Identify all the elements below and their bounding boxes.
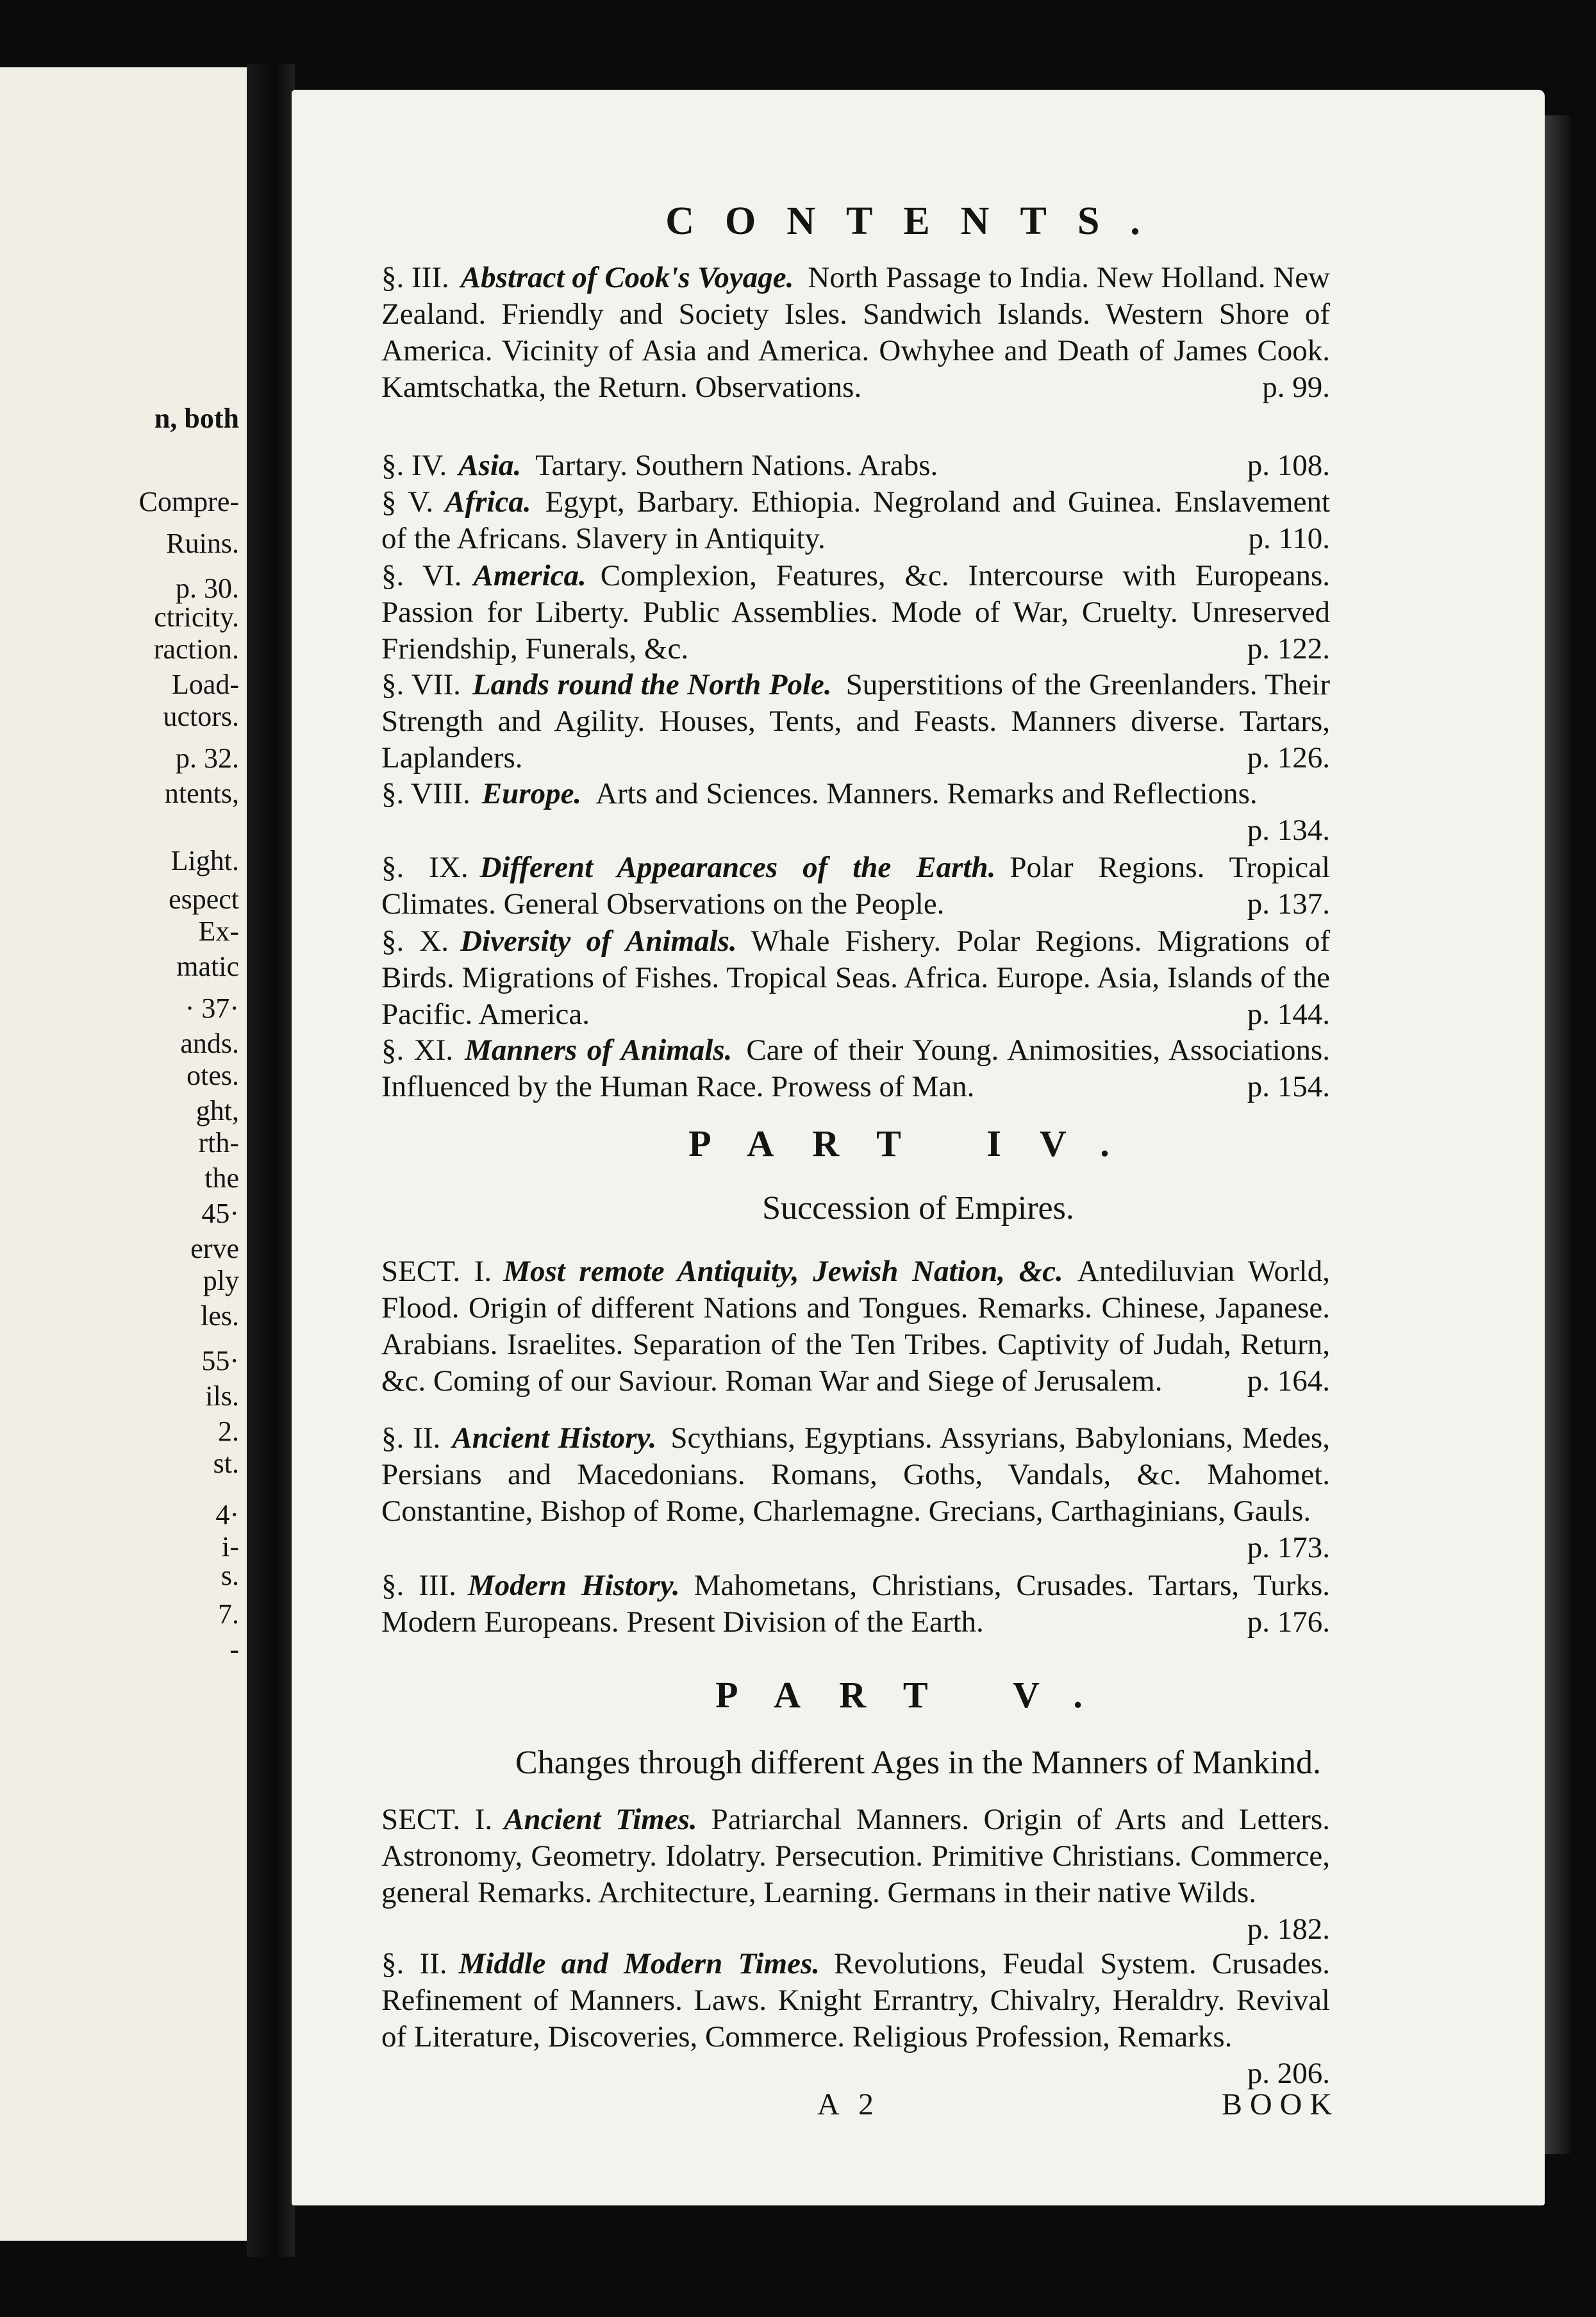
entry-label: §. XI.	[381, 1033, 454, 1067]
contents-entry	[381, 1032, 1330, 1105]
entry-body: Complexion, Features, &c. Intercourse with Europeans. Passion for Liberty. Public Assemblies. Mode of War, Cruelty. Unreserved Friendship, Funerals, &c.	[381, 559, 1330, 665]
entry-body: Care of their Young. Animosities, Associations. Influenced by the Human Race. Prowess of Man.	[381, 1033, 1330, 1103]
contents-entry	[381, 448, 1330, 484]
part-subtitle: Changes through different Ages in the Manners of Mankind.	[515, 1744, 1321, 1781]
entry-page: p. 126.	[1247, 741, 1330, 774]
left-page-text-fragment: 55·	[201, 1345, 239, 1376]
entry-body: Polar Regions. Tropical Climates. General Observations on the People.	[381, 851, 1331, 921]
left-page-text-fragment: matic	[176, 951, 239, 982]
left-page-text-fragment: 2.	[218, 1416, 239, 1447]
contents-entry	[381, 849, 1330, 923]
entry-title: Lands round the North Pole.	[472, 668, 832, 701]
entry-title: America.	[473, 559, 586, 592]
entry-body: North Passage to India. New Holland. New Zealand. Friendly and Society Isles. Sandwich Islands. Western Shore of America. Vicinity of Asia and America. Owhyhee and Death of James Cook. Kamtschatka, the Return. Observations.	[381, 261, 1330, 404]
entry-label: §. III.	[381, 261, 449, 294]
entry-title: Asia.	[458, 449, 522, 482]
contents-entry	[381, 667, 1330, 776]
entry-title: Abstract of Cook's Voyage.	[460, 261, 794, 294]
entry-page: p. 122.	[1247, 632, 1330, 665]
left-page-text-fragment: p. 32.	[176, 742, 239, 774]
left-page-text-fragment: Load-	[171, 669, 239, 700]
page-edge	[1545, 115, 1570, 2154]
left-page-text-fragment: raction.	[153, 633, 239, 665]
signature-mark: A 2	[817, 2087, 881, 2121]
contents-entry	[381, 776, 1330, 849]
entry-body: Superstitions of the Greenlanders. Their Strength and Agility. Houses, Tents, and Feasts. Manners diverse. Tartars, Laplanders.	[381, 668, 1330, 774]
entry-body: Arts and Sciences. Manners. Remarks and Reflections.	[595, 777, 1258, 810]
entry-page: p. 137.	[1247, 887, 1330, 921]
entry-body: Revolutions, Feudal System. Crusades. Refinement of Manners. Laws. Knight Errantry, Chivalry, Heraldry. Revival of Literature, Discoveries, Commerce. Religious Profession, Remarks.	[381, 1947, 1330, 2054]
entry-label: SECT. I.	[381, 1255, 492, 1288]
entry-page: p. 164.	[1247, 1364, 1330, 1398]
entry-page: p. 108.	[1247, 449, 1330, 482]
entry-body: Egypt, Barbary. Ethiopia. Negroland and Guinea. Enslavement of the Africans. Slavery in Antiquity.	[381, 485, 1330, 555]
left-page-text-fragment: les.	[201, 1300, 239, 1332]
entry-label: §. VII.	[381, 668, 461, 701]
contents-entry	[381, 558, 1330, 667]
left-page-text-fragment: Compre-	[138, 486, 239, 517]
entry-title: Europe.	[481, 777, 582, 810]
entry-title: Most remote Antiquity, Jewish Nation, &c.	[503, 1255, 1063, 1288]
left-page-fragment	[0, 67, 248, 2241]
entry-title: Modern History.	[467, 1569, 680, 1602]
contents-entry	[381, 1802, 1330, 1948]
entry-label: § V.	[381, 485, 434, 519]
left-page-text-fragment: ght,	[195, 1095, 239, 1126]
left-page-text-fragment: 45·	[201, 1198, 239, 1229]
contents-page	[292, 90, 1545, 2205]
entry-body: Tartary. Southern Nations. Arabs.	[535, 449, 938, 482]
left-page-text-fragment: st.	[213, 1448, 239, 1479]
entry-title: Ancient History.	[452, 1421, 657, 1455]
catchword: BOOK	[1221, 2087, 1340, 2121]
left-page-text-fragment: · 37·	[185, 992, 239, 1024]
entry-label: SECT. I.	[381, 1803, 493, 1836]
entry-page: p. 176.	[1247, 1605, 1330, 1639]
left-page-text-fragment: erve	[190, 1233, 239, 1264]
entry-label: §. VI.	[381, 559, 462, 592]
entry-page: p. 182.	[1247, 1912, 1330, 1946]
left-page-text-fragment: Ex-	[198, 916, 239, 947]
entry-title: Manners of Animals.	[465, 1033, 733, 1067]
entry-page: p. 173.	[1247, 1531, 1330, 1564]
left-page-text-fragment: ands.	[180, 1028, 239, 1059]
left-page-text-fragment: uctors.	[163, 701, 239, 732]
contents-entry	[381, 923, 1330, 1033]
left-page-text-fragment: i-	[222, 1531, 239, 1562]
contents-entry	[381, 1253, 1330, 1400]
left-page-text-fragment: 7.	[218, 1598, 239, 1630]
entry-label: §. IV.	[381, 449, 447, 482]
entry-body: Patriarchal Manners. Origin of Arts and Letters. Astronomy, Geometry. Idolatry. Persecution. Primitive Christians. Commerce, general Remarks. Architecture, Learning. Germans in their native Wilds.	[381, 1803, 1330, 1909]
left-page-text-fragment: ctricity.	[154, 601, 239, 633]
left-page-text-fragment: Ruins.	[166, 528, 239, 559]
left-page-text-fragment: ply	[203, 1265, 239, 1296]
left-page-text-fragment: p. 30.	[176, 573, 239, 604]
left-page-text-fragment: ils.	[205, 1380, 239, 1412]
left-page-text-fragment: 4·	[215, 1499, 239, 1530]
entry-body: Scythians, Egyptians. Assyrians, Babylonians, Medes, Persians and Macedonians. Romans, Goths, Vandals, &c. Mahomet. Constantine, Bishop of Rome, Charlemagne. Grecians, Carthaginians, Gauls.	[381, 1421, 1330, 1528]
entry-label: §. VIII.	[381, 777, 470, 810]
left-page-text-fragment: s.	[220, 1560, 239, 1591]
entry-title: Different Appearances of the Earth.	[479, 851, 996, 884]
part-subtitle: Succession of Empires.	[762, 1190, 1074, 1226]
left-page-text-fragment: espect	[169, 883, 239, 915]
left-page-text-fragment: rth-	[198, 1127, 239, 1158]
part-heading: PART V.	[715, 1674, 1121, 1716]
entry-page: p. 144.	[1247, 998, 1330, 1031]
entry-page: p. 134.	[1247, 814, 1330, 847]
entry-label: §. III.	[381, 1569, 456, 1602]
entry-page: p. 110.	[1248, 522, 1330, 555]
book-gutter	[247, 64, 295, 2257]
entry-label: §. X.	[381, 924, 449, 958]
left-page-text-fragment: otes.	[187, 1060, 239, 1091]
entry-body: Whale Fishery. Polar Regions. Migrations of Birds. Migrations of Fishes. Tropical Seas. Africa. Europe. Asia, Islands of the Pacific. America.	[381, 924, 1330, 1031]
entry-label: §. II.	[381, 1421, 441, 1455]
left-page-text-fragment: -	[229, 1634, 239, 1665]
entry-label: §. IX.	[381, 851, 469, 884]
part-heading: PART IV.	[688, 1123, 1148, 1164]
contents-entry	[381, 1946, 1330, 2092]
entry-body: Antediluvian World, Flood. Origin of different Nations and Tongues. Remarks. Chinese, Japanese. Arabians. Israelites. Separation of the Ten Tribes. Captivity of Judah, Return, &c. Coming of our Saviour. Roman War and Siege of Jerusalem.	[381, 1255, 1330, 1398]
entry-label: §. II.	[381, 1947, 447, 1980]
contents-entry	[381, 1568, 1330, 1641]
entry-page: p. 154.	[1247, 1070, 1330, 1103]
entry-page: p. 206.	[1247, 2057, 1330, 2090]
contents-entry	[381, 484, 1330, 557]
left-page-text-fragment: n, both	[154, 403, 239, 434]
left-page-text-fragment: the	[204, 1162, 239, 1194]
left-page-text-fragment: ntents,	[164, 778, 239, 809]
left-page-text-fragment: Light.	[170, 845, 239, 876]
contents-entry	[381, 1420, 1330, 1566]
entry-body: Mahometans, Christians, Crusades. Tartars, Turks. Modern Europeans. Present Division of the Earth.	[381, 1569, 1330, 1639]
entry-page: p. 99.	[1262, 371, 1330, 404]
page-title: CONTENTS.	[665, 199, 1171, 243]
contents-entry	[381, 260, 1330, 406]
entry-title: Ancient Times.	[504, 1803, 697, 1836]
entry-title: Middle and Modern Times.	[458, 1947, 820, 1980]
entry-title: Diversity of Animals.	[460, 924, 737, 958]
entry-title: Africa.	[445, 485, 531, 519]
